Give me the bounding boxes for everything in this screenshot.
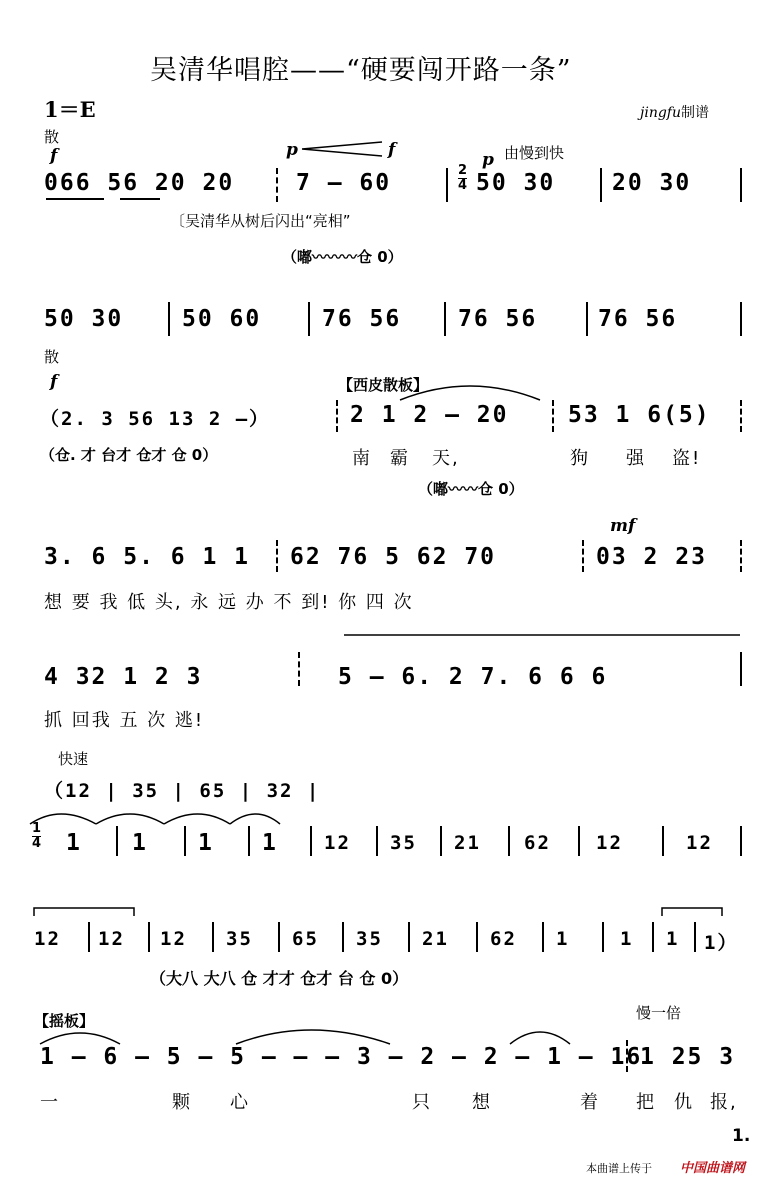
barline [248,826,250,856]
measure-19: 1 [132,830,148,856]
barline [652,922,654,952]
dynamic-f2: f [388,140,396,160]
barline [582,540,584,572]
lyrics-line: 想 要 我 低 头, 永 远 办 不 到! 你 四 次 [44,592,414,613]
tempo-note: 由慢到快 [504,144,565,162]
measure-30: 12 [160,928,187,950]
barline [626,1040,628,1072]
lyrics-line-2: 抓 回我 五 次 逃! [44,710,205,731]
stage-note: 〔吴清华从树后闪出“亮相” [170,212,351,230]
measure-26: 12 [596,832,623,854]
time-sig-top: 2 [458,163,468,178]
repeat-bracket [662,906,722,918]
percussion-line-2: （仓. 才 台才 仓才 仓 0） [40,446,218,464]
barline [148,922,150,952]
percussion-line: （嘟〰〰〰仓 0） [282,248,403,266]
measure-10: （2. 3 56 13 2 —） [40,408,271,430]
dynamic-p: p [286,140,298,160]
lyric: 仇 [674,1092,694,1113]
section-label-2: 【摇板】 [34,1012,95,1030]
credit [640,102,709,122]
measure-15: 03 2 23 [596,544,707,570]
lyric: 着 [580,1092,600,1113]
measure-40: 1 — 6 — 5 — 5 — — — 3 — 2 — 2 — 1 — 16 [40,1044,643,1070]
lyric: 霸 [390,448,410,469]
barline [662,826,664,856]
barline [600,168,602,202]
barline [740,400,742,432]
measure-38: 1 [666,928,680,950]
credit-suffix: 制谱 [681,105,709,121]
measure-32: 65 [292,928,319,950]
barline [376,826,378,856]
lyric: 把 [636,1092,656,1113]
tempo-mark: 散 [44,128,60,146]
barline [342,922,344,952]
dynamic-f: f [50,146,58,166]
measure-25: 62 [524,832,551,854]
measure-36: 1 [556,928,570,950]
barline [168,302,170,336]
barline [694,922,696,952]
percussion-line-3: （嘟〰〰仓 0） [418,480,524,498]
measure-27: 12 [686,832,713,854]
lyric: 想 [472,1092,492,1113]
measure-41: 1 25 3 [640,1044,736,1070]
barline [336,400,338,432]
measure-4: 20 30 [612,170,692,196]
measure-14: 62 76 5 62 70 [290,544,497,570]
tempo-note-2: 慢一倍 [636,1004,682,1022]
measure-29: 12 [98,928,125,950]
slur [400,378,540,402]
barline [408,922,410,952]
measure-17: 5 — 6. 2 7. 6 6 6 [338,664,608,690]
underline [120,198,160,200]
barline [308,302,310,336]
measure-5: 50 30 [44,306,124,332]
measure-9: 76 56 [598,306,678,332]
barline [446,168,448,202]
barline [740,826,742,856]
measure-13: 3. 6 5. 6 1 1 [44,544,251,570]
barline [212,922,214,952]
measure-39: 1） [704,932,739,954]
time-sig-top: 1 [32,821,42,836]
measure-31: 35 [226,928,253,950]
time-sig-bottom: 4 [458,178,468,193]
measure-22: 12 [324,832,351,854]
barline [602,922,604,952]
time-sig-bottom: 4 [32,836,42,851]
tempo-mark-2: 散 [44,348,60,366]
crescendo-hairpin [302,142,382,156]
upload-text: 本曲谱上传于 [586,1162,652,1175]
measure-37: 1 [620,928,634,950]
barline [184,826,186,856]
measure-12: 53 1 6(5) [568,402,711,428]
dynamic-f3: f [50,372,58,392]
measure-16: 4 32 1 2 3 [44,664,203,690]
tempo-mark-3: 快速 [58,750,89,768]
measure-18: 1 [66,830,82,856]
measure-24: 21 [454,832,481,854]
barline [298,652,300,686]
barline [508,826,510,856]
lyric: 盗! [672,448,702,469]
lyric: 只 [412,1092,432,1113]
barline [278,922,280,952]
measure-28: 12 [34,928,61,950]
measure-33: 35 [356,928,383,950]
barline [578,826,580,856]
lyric: 颗 [172,1092,192,1113]
dynamic-mf: mf [610,516,636,536]
measure-21: 1 [262,830,278,856]
intro-measures: （12 | 35 | 65 | 32 | [44,780,321,802]
dynamic-p2: p [482,150,494,170]
slur [30,806,280,830]
underline [46,198,104,200]
barline [310,826,312,856]
measure-20: 1 [198,830,214,856]
barline [740,540,742,572]
repeat-bracket [34,906,134,918]
measure-1: 066 56 20 20 [44,170,235,196]
time-signature [458,164,467,193]
tie-line [344,632,740,638]
page-number: 1. [732,1126,751,1146]
barline [740,652,742,686]
measure-6: 50 60 [182,306,262,332]
measure-23: 35 [390,832,417,854]
credit-name: jingfu [640,105,681,121]
lyric: 天, [432,448,460,469]
site-logo: 中国曲谱网 [680,1161,746,1176]
key-signature: 1＝E [44,97,96,122]
page-title: 吴清华唱腔——“硬要闯开路一条” [150,55,572,86]
lyric: 强 [626,448,646,469]
measure-3: 50 30 [476,170,556,196]
percussion-line-4: （大八 大八 仓 才才 仓才 台 仓 0） [150,969,409,988]
barline [476,922,478,952]
barline [276,540,278,572]
barline [276,168,278,202]
barline [88,922,90,952]
measure-8: 76 56 [458,306,538,332]
measure-34: 21 [422,928,449,950]
barline [116,826,118,856]
measure-35: 62 [490,928,517,950]
measure-7: 76 56 [322,306,402,332]
barline [542,922,544,952]
barline [440,826,442,856]
measure-2: 7 — 60 [296,170,392,196]
lyric: 南 [352,448,372,469]
barline [552,400,554,432]
measure-11: 2 1 2 — 20 [350,402,509,428]
barline [444,302,446,336]
lyric: 心 [230,1092,250,1113]
barline [586,302,588,336]
barline [740,302,742,336]
lyric: 狗 [570,448,590,469]
barline [740,168,742,202]
lyric: 一 [40,1092,60,1113]
section-label: 【西皮散板】 [338,376,429,394]
lyric: 报, [710,1092,738,1113]
